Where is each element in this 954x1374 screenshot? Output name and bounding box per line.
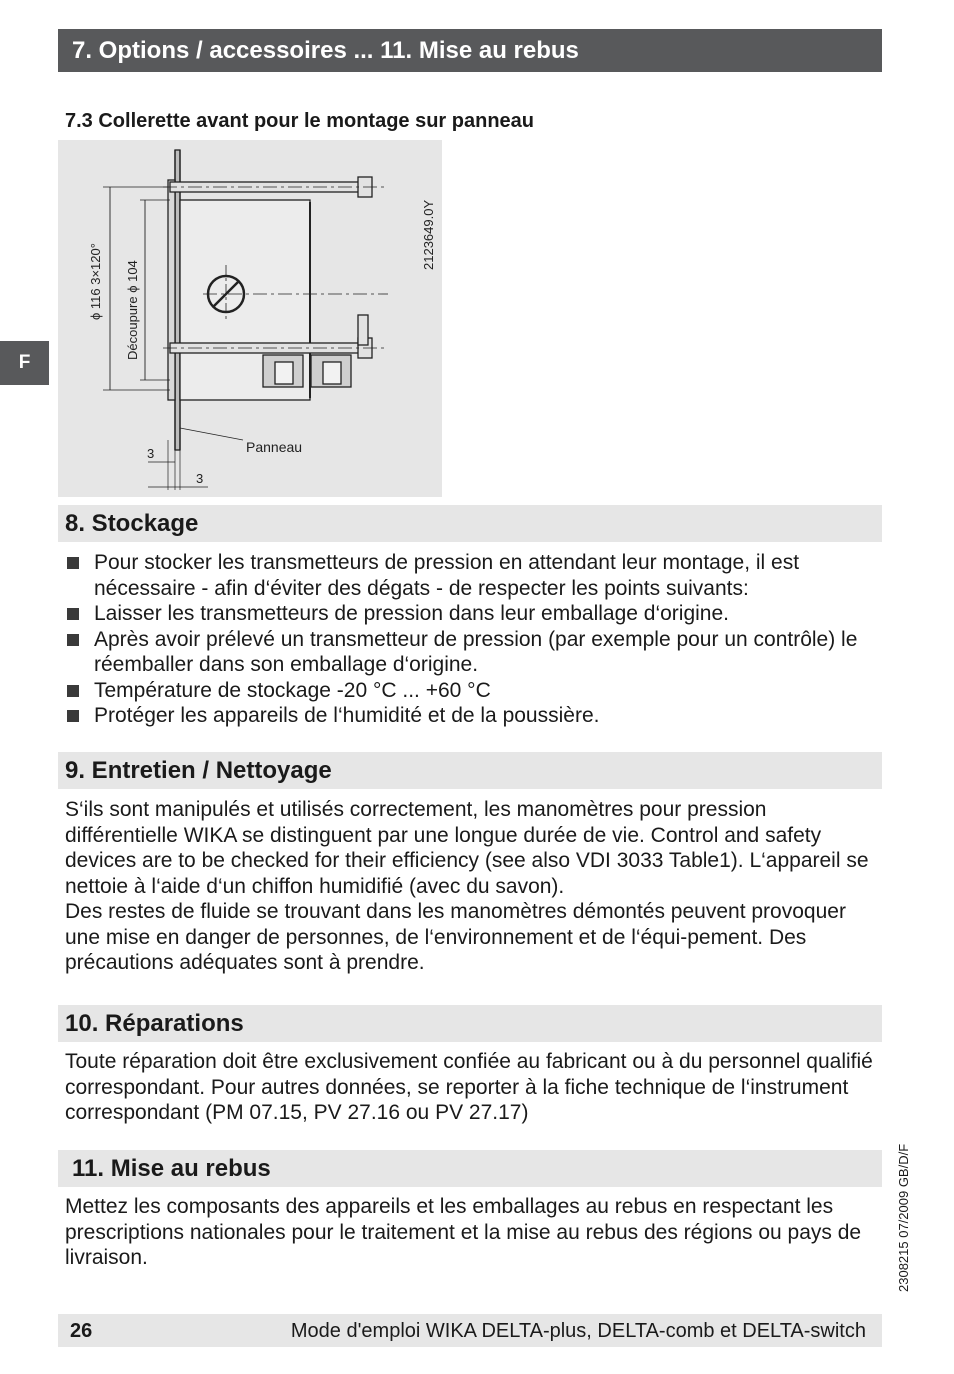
section-9-title: 9. Entretien / Nettoyage [65, 757, 332, 784]
section-11-title: 11. Mise au rebus [72, 1155, 271, 1182]
language-tab [0, 341, 49, 385]
bullet-square-icon [67, 634, 79, 646]
dim-cutout-label: Découpure ϕ 104 [125, 260, 140, 360]
dim-3-label-a: 3 [147, 446, 155, 461]
section-8-title: 8. Stockage [65, 510, 199, 537]
page-title: 7. Options / accessoires ... 11. Mise au rebus [72, 37, 579, 64]
bullet-square-icon [67, 710, 79, 722]
section-8-header [58, 505, 882, 542]
section-9-paragraph-1: S‘ils sont manipulés et utilisés correctement, les manomètres pour pression différentielle WIKA se distinguent par une longue durée de vie. Control and safety devices are to be checked for their efficiency (see also VDI 3033 Table1). L‘appareil se nettoie à l‘aide d‘un chiffon humidifié (avec du savon). [65, 798, 869, 898]
list-item: Pour stocker les transmetteurs de pression en attendant leur montage, il est nécessaire - afin d‘éviter des dégats - de respecter les points suivants: [67, 550, 882, 601]
section-10-title: 10. Réparations [65, 1010, 244, 1037]
dim-3-label-b: 3 [196, 471, 204, 486]
section-10-header [58, 1005, 882, 1042]
list-item: Laisser les transmetteurs de pression dans leur emballage d‘origine. [67, 601, 882, 627]
language-tab-label: F [18, 352, 31, 373]
document-code: 2308215 07/2009 GB/D/F [896, 1143, 911, 1292]
page-header [58, 29, 882, 72]
technical-drawing [58, 140, 442, 497]
dim-outer-label: ϕ 116 3×120° [88, 243, 103, 320]
section-11-header [58, 1150, 882, 1187]
bullet-square-icon [67, 557, 79, 569]
section-9-paragraph-2: Des restes de fluide se trouvant dans les manomètres démontés peuvent provoquer une mise en danger de personnes, de l‘environnement et de l‘équi-pement. Des précautions adéquates sont à prendre. [65, 900, 846, 974]
page-footer [58, 1314, 882, 1347]
page-number: 26 [70, 1320, 93, 1342]
list-item: Après avoir prélevé un transmetteur de pression (par exemple pour un contrôle) le réemballer dans son emballage d‘origine. [67, 627, 882, 678]
bullet-square-icon [67, 685, 79, 697]
storage-list [67, 550, 882, 729]
list-item: Température de stockage -20 °C ... +60 °C [67, 678, 882, 704]
section-7-3-title: 7.3 Collerette avant pour le montage sur panneau [65, 110, 535, 132]
panel-mounting-drawing [58, 140, 442, 497]
footer-title: Mode d'emploi WIKA DELTA-plus, DELTA-comb et DELTA-switch [290, 1320, 866, 1342]
panel-label: Panneau [246, 439, 303, 455]
section-11-paragraph: Mettez les composants des appareils et les emballages au rebus en respectant les prescriptions nationales pour le traitement et la mise au rebus des régions ou pays de livraison. [65, 1195, 862, 1269]
list-item: Protéger les appareils de l‘humidité et de la poussière. [67, 703, 882, 729]
section-10-paragraph: Toute réparation doit être exclusivement confiée au fabricant ou à du personnel qualifié correspondant. Pour autres données, se reporter à la fiche technique de l‘instrument correspondant (PM 07.15, PV 27.16 ou PV 27.17) [65, 1050, 873, 1124]
part-number: 2123649.0Y [421, 199, 436, 270]
bullet-square-icon [67, 608, 79, 620]
section-9-header [58, 752, 882, 789]
